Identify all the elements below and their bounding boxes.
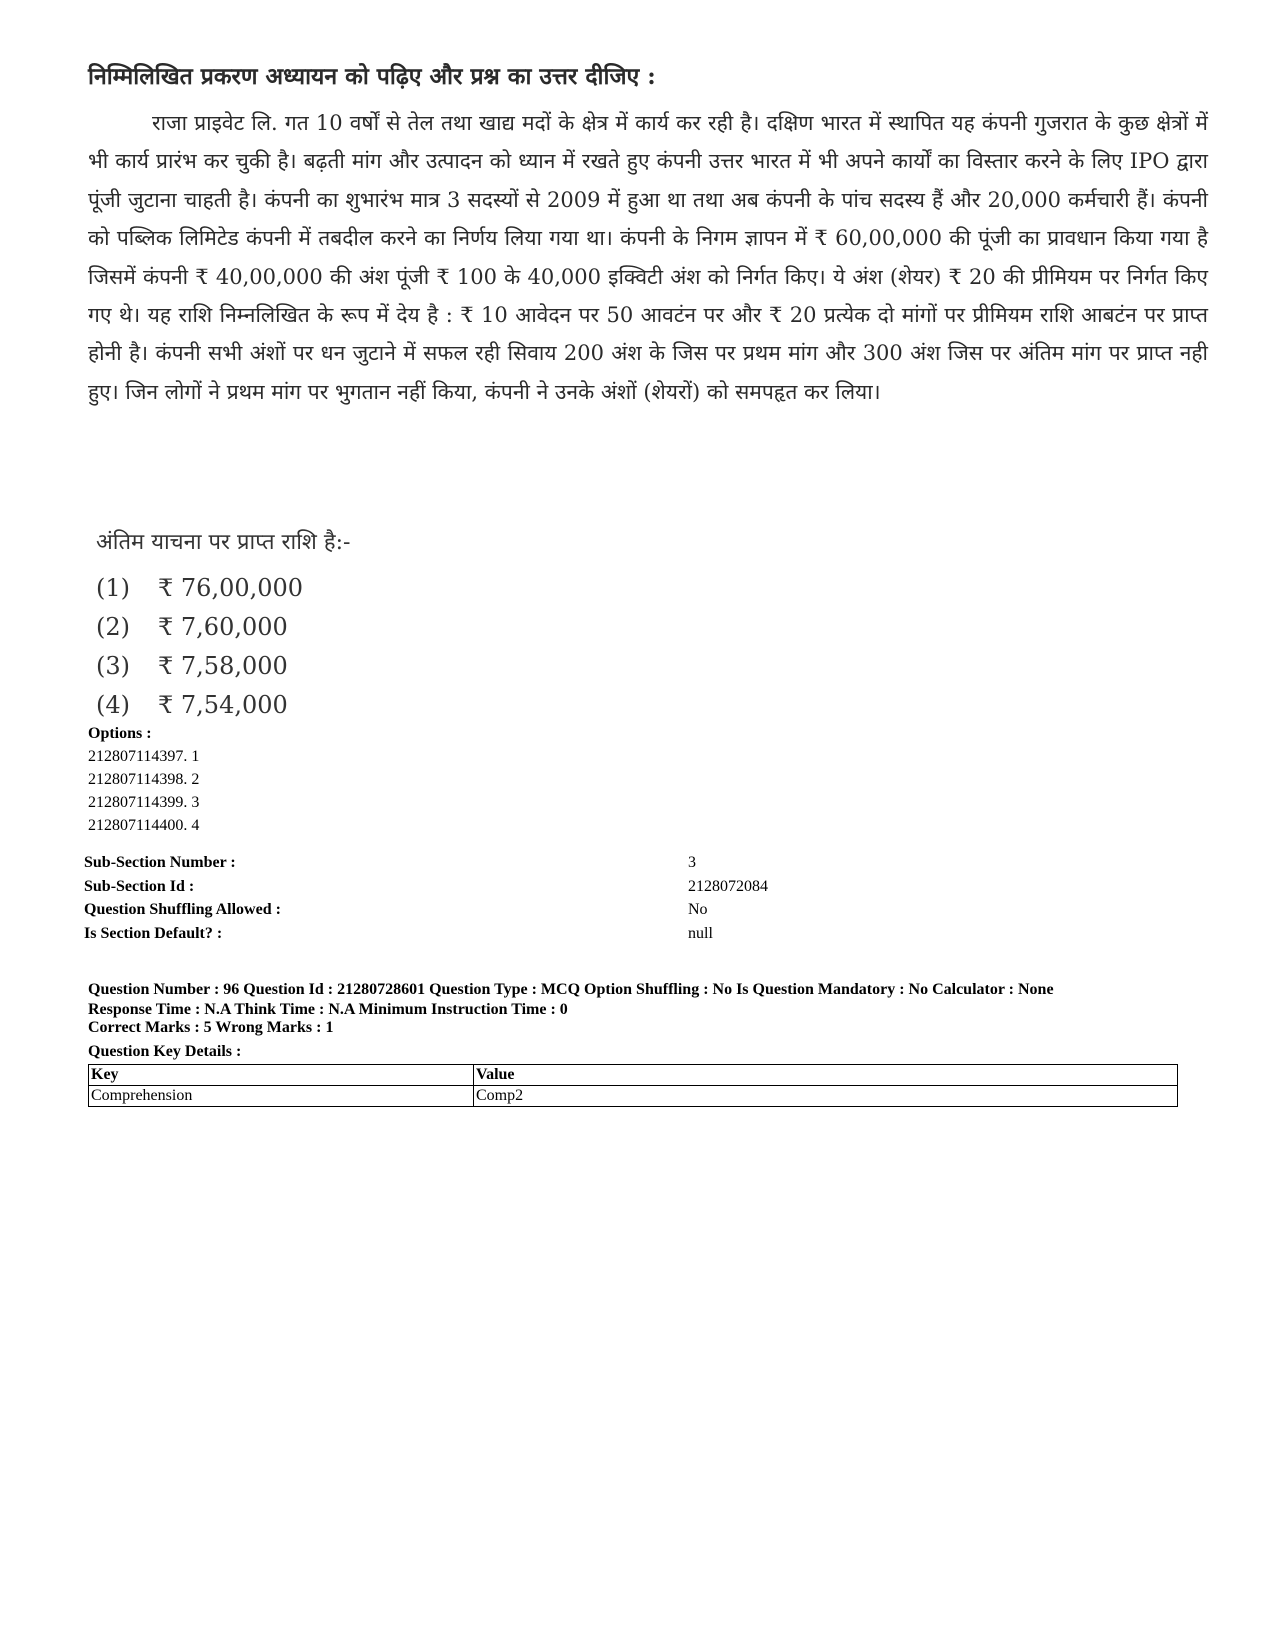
choice-value: ₹ 7,54,000: [158, 690, 288, 719]
key-table-cell-key: Comprehension: [89, 1086, 474, 1107]
subsection-value: 2128072084: [688, 877, 768, 895]
choice-item: [96, 685, 303, 724]
marks-line: Correct Marks : 5 Wrong Marks : 1: [88, 1019, 334, 1036]
key-table-header-value: Value: [474, 1065, 1178, 1086]
question-text: अंतिम याचना पर प्राप्त राशि है:-: [96, 530, 351, 555]
choice-number: (4): [96, 690, 130, 719]
key-table-cell-value: Comp2: [474, 1086, 1178, 1107]
subsection-row: [84, 922, 768, 946]
subsection-key: Is Section Default? :: [84, 924, 223, 942]
passage-text: राजा प्राइवेट लि. गत 10 वर्षों से तेल तथा खाद्य मदों के क्षेत्र में कार्य कर रही है। दक्षिण भारत में स्थापित यह कंपनी गुजरात के कुछ क्षेत्रों में भी कार्य प्रारंभ कर चुकी है। बढ़ती मांग और उत्पादन को ध्यान में रखते हुए कंपनी उत्तर भारत में भी अपने कार्यों का विस्तार करने के लिए IPO द्वारा पूंजी जुटाना चाहती है। कंपनी का शुभारंभ मात्र 3 सदस्यों से 2009 में हुआ था तथा अब कंपनी के पांच सदस्य हैं और 20,000 कर्मचारी हैं। कंपनी को पब्लिक लिमिटेड कंपनी में तबदील करने का निर्णय लिया गया था। कंपनी के निगम ज्ञापन में ₹ 60,00,000 की पूंजी का प्रावधान किया गया है जिसमें कंपनी ₹ 40,00,000 की अंश पूंजी ₹ 100 के 40,000 इक्विटी अंश को निर्गत किए। ये अंश (शेयर) ₹ 20 की प्रीमियम पर निर्गत किए गए थे। यह राशि निम्नलिखित के रूप में देय है : ₹ 10 आवेदन पर 50 आवटंन पर और ₹ 20 प्रत्येक दो मांगों पर प्रीमियम राशि आबटंन पर प्राप्त होनी है। कंपनी सभी अंशों पर धन जुटाने में सफल रही सिवाय 200 अंश के जिस पर प्रथम मांग और 300 अंश जिस पर अंतिम मांग पर प्राप्त नही हुए। जिन लोगों ने प्रथम मांग पर भुगतान नहीं किया, कंपनी ने उनके अंशों (शेयरों) को समपहृत कर लिया।: [88, 111, 1208, 404]
key-table: [88, 1064, 1178, 1107]
subsection-row: [84, 875, 768, 899]
passage-image-block: [88, 60, 1208, 411]
choice-item: [96, 607, 303, 646]
choice-item: [96, 646, 303, 685]
choice-number: (3): [96, 651, 130, 680]
key-table-header: [89, 1065, 1178, 1086]
passage-heading: निम्मिलिखित प्रकरण अध्यायन को पढ़िए और प्रश्न का उत्तर दीजिए :: [88, 63, 656, 90]
subsection-value: null: [688, 924, 713, 942]
subsection-key: Question Shuffling Allowed :: [84, 901, 281, 918]
choice-value: ₹ 7,60,000: [158, 612, 288, 641]
option-id: 212807114399. 3: [88, 794, 200, 811]
options-block: [88, 722, 199, 837]
subsection-key: Sub-Section Id :: [84, 877, 195, 895]
choice-number: (1): [96, 573, 130, 602]
question-info-line: Question Number : 96 Question Id : 21280728601 Question Type : MCQ Option Shuffling : No Is Question Mandatory : No Calculator : None: [88, 981, 1054, 998]
subsection-key: Sub-Section Number :: [84, 854, 236, 871]
choice-value: ₹ 76,00,000: [158, 573, 304, 602]
choice-number: (2): [96, 612, 130, 641]
choice-list: [96, 568, 303, 724]
choice-item: [96, 568, 303, 607]
subsection-value: No: [688, 901, 708, 918]
option-id: 212807114397. 1: [88, 748, 200, 765]
subsection-value: 3: [688, 854, 696, 871]
option-id: 212807114398. 2: [88, 771, 200, 788]
question-info: [88, 980, 1198, 1020]
key-details-label: Question Key Details :: [88, 1043, 242, 1060]
key-table-header-key: Key: [89, 1065, 474, 1086]
subsection-info: [84, 851, 768, 945]
question-info-line: Response Time : N.A Think Time : N.A Minimum Instruction Time : 0: [88, 1001, 568, 1018]
table-row: [89, 1086, 1178, 1107]
subsection-row: [84, 898, 768, 922]
subsection-row: [84, 851, 768, 875]
option-id: 212807114400. 4: [88, 817, 200, 834]
options-label: Options :: [88, 725, 152, 742]
choice-value: ₹ 7,58,000: [158, 651, 288, 680]
